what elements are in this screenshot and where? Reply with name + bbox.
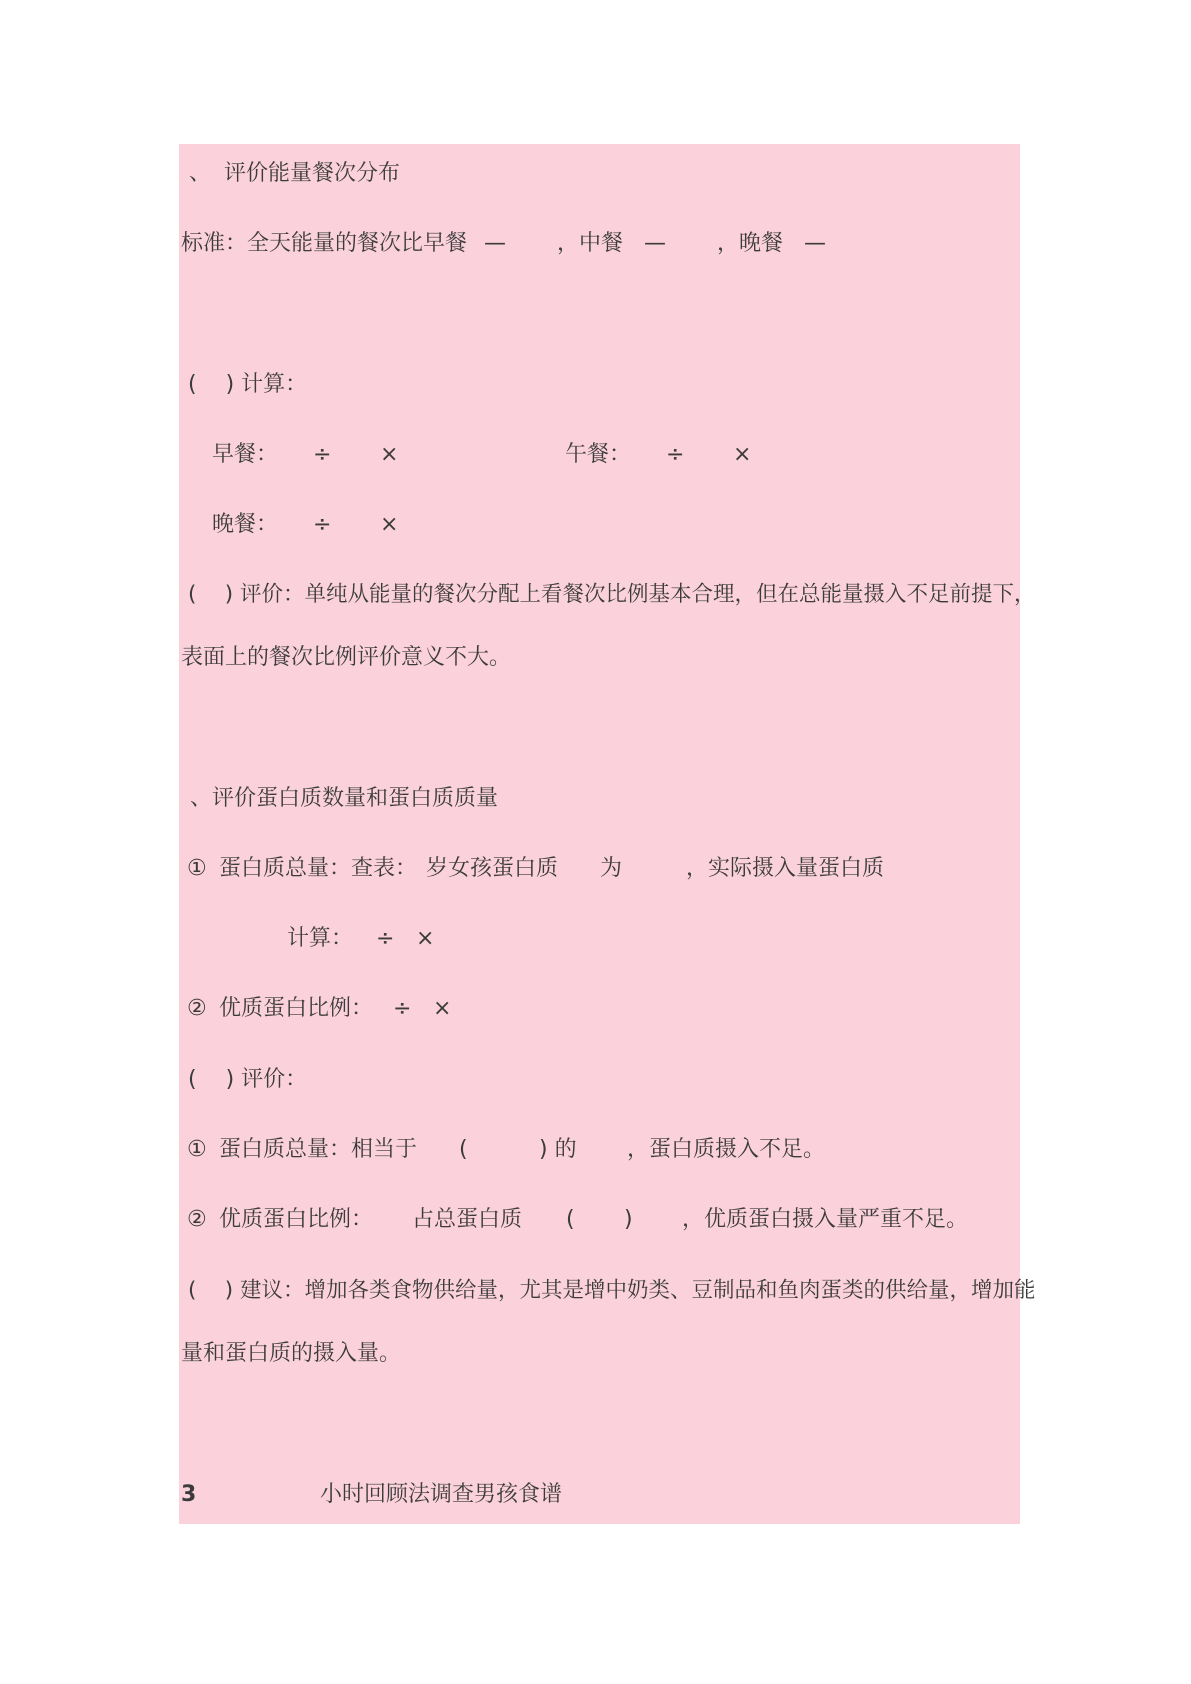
section3-title: 小时回顾法调查男孩食谱	[320, 1482, 563, 1507]
breakfast-mul: ×	[380, 442, 399, 467]
eval2-item1-paren-close: ) 的	[539, 1137, 577, 1162]
eval2-item1-label: 蛋白质总量：相当于	[219, 1137, 418, 1162]
protein-calc-div: ÷	[376, 926, 395, 951]
standard-dash-breakfast: —	[484, 231, 506, 256]
eval2-item1-result: ，蛋白质摄入不足。	[627, 1137, 826, 1162]
protein-calc-mul: ×	[416, 926, 435, 951]
protein-total-text1: 岁女孩蛋白质	[426, 856, 559, 881]
dinner-label: 晚餐：	[212, 512, 279, 537]
suggestion-line2: 量和蛋白质的摄入量。	[181, 1341, 402, 1366]
standard-dash-dinner: —	[804, 231, 826, 256]
dinner-mul: ×	[380, 512, 399, 537]
quality-ratio-label: 优质蛋白比例：	[219, 996, 374, 1021]
breakfast-div: ÷	[313, 442, 332, 467]
dinner-div: ÷	[313, 512, 332, 537]
eval2-item2-label: 优质蛋白比例：	[219, 1207, 374, 1232]
eval2-item2-paren-open: (	[566, 1207, 575, 1232]
lunch-label: 午餐：	[565, 442, 632, 467]
eval2-item2-text1: 占总蛋白质	[412, 1207, 523, 1232]
eval2-label: ( ) 评价：	[188, 1067, 308, 1092]
pink-content-panel	[179, 144, 1020, 1524]
protein-total-num: ①	[187, 856, 207, 881]
standard-label: 标准：全天能量的餐次比早餐	[181, 231, 468, 256]
quality-ratio-num: ②	[187, 996, 207, 1021]
eval2-item1-paren-open: (	[459, 1137, 468, 1162]
standard-dash-lunch: —	[644, 231, 666, 256]
eval2-item2-num: ②	[187, 1207, 207, 1232]
section1-separator: 、	[189, 161, 212, 186]
lunch-div: ÷	[666, 442, 685, 467]
protein-total-text3: ，实际摄入量蛋白质	[686, 856, 885, 881]
eval2-item1-num: ①	[187, 1137, 207, 1162]
protein-total-text2: 为	[600, 856, 623, 881]
eval1-line2: 表面上的餐次比例评价意义不大。	[181, 645, 512, 670]
quality-ratio-mul: ×	[433, 996, 452, 1021]
eval2-item2-result: ，优质蛋白摄入量严重不足。	[682, 1207, 969, 1232]
standard-lunch-label: ，中餐	[557, 231, 624, 256]
lunch-mul: ×	[733, 442, 752, 467]
section1-title: 评价能量餐次分布	[224, 161, 401, 186]
protein-calc-label: 计算：	[287, 926, 354, 951]
section3-number: 3	[181, 1482, 197, 1507]
calc-label: ( ) 计算：	[188, 372, 308, 397]
eval2-item2-paren-close: )	[624, 1207, 633, 1232]
breakfast-label: 早餐：	[212, 442, 279, 467]
section2-title: 、评价蛋白质数量和蛋白质质量	[190, 786, 499, 811]
quality-ratio-div: ÷	[393, 996, 412, 1021]
protein-total-label: 蛋白质总量：查表：	[219, 856, 418, 881]
standard-dinner-label: ，晚餐	[717, 231, 784, 256]
eval1-line1: ( ) 评价：单纯从能量的餐次分配上看餐次比例基本合理，但在总能量摄入不足前提下，	[188, 582, 1036, 607]
suggestion-line1: ( ) 建议：增加各类食物供给量，尤其是增中奶类、豆制品和鱼肉蛋类的供给量，增加能	[188, 1278, 1036, 1303]
